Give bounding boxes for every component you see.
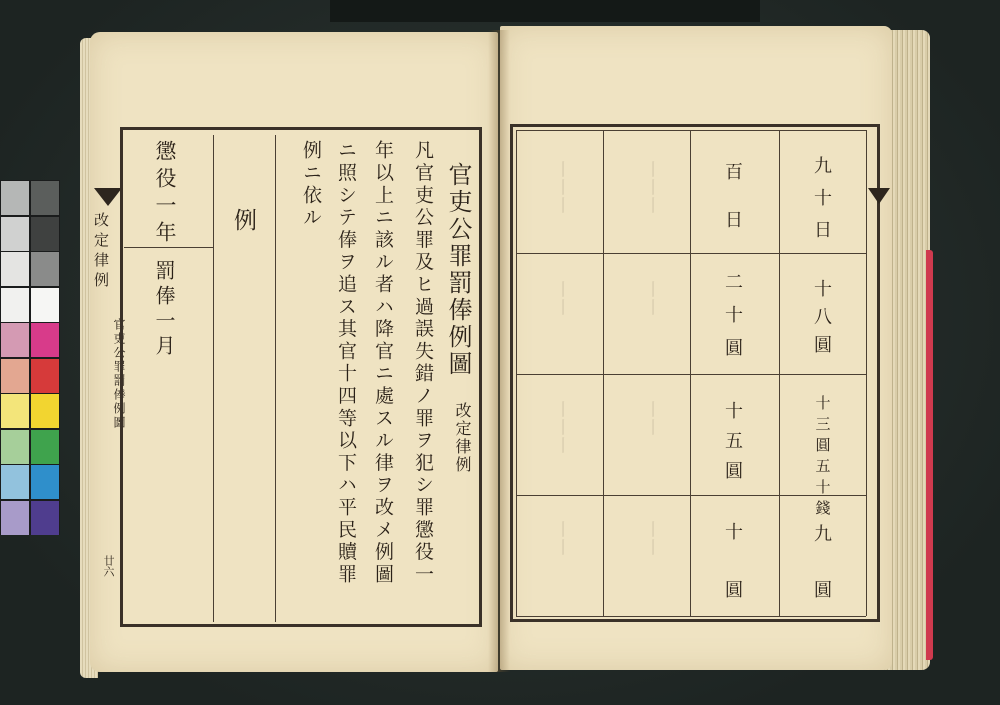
color-swatch <box>1 252 29 286</box>
grid-line <box>516 253 866 254</box>
cell-char: 圓 <box>814 335 832 356</box>
example-label: 例 <box>230 208 256 231</box>
body-line-3: ニ照シテ俸ヲ追ス其官十四等以下ハ平民贖罪 <box>335 140 357 586</box>
fishtail-ornament <box>94 188 122 206</box>
cell-char: 五 <box>815 457 831 475</box>
red-page-edge <box>926 250 933 660</box>
cell-char: 三 <box>815 415 831 433</box>
cell-char: 九 <box>814 156 832 177</box>
color-swatch <box>1 323 29 357</box>
body-line-1: 凡官吏公罪及ヒ過誤失錯ノ罪ヲ犯シ罪懲役一 <box>412 140 434 586</box>
grid-line <box>866 130 867 616</box>
margin-title: 改定律例 <box>92 212 110 292</box>
color-swatch <box>1 394 29 428</box>
cell-char: 圓 <box>815 436 831 454</box>
cell-text <box>716 268 752 360</box>
ink-bleed: 〡〡〡 <box>551 400 572 454</box>
color-swatch <box>1 430 29 464</box>
color-swatch <box>1 359 29 393</box>
cell-char: 圓 <box>814 580 832 601</box>
body-line-2: 年以上ニ該ル者ハ降官ニ處スル律ヲ改メ例圖 <box>372 140 394 586</box>
cell-char: 日 <box>814 220 832 241</box>
ink-bleed: 〡〡 <box>551 280 572 316</box>
book-gutter <box>488 30 510 672</box>
cell-char: 十 <box>815 394 831 412</box>
grid-line <box>516 374 866 375</box>
cell-text <box>805 392 841 517</box>
margin-subtitle: 官吏公罪罰俸例圖 <box>112 318 126 430</box>
color-swatch <box>1 217 29 251</box>
grid-line <box>779 130 780 616</box>
color-swatch <box>1 181 29 215</box>
cell-char: 十 <box>725 522 743 543</box>
cell-char: 十 <box>814 188 832 209</box>
cell-char: 十 <box>814 279 832 300</box>
color-swatch <box>31 181 59 215</box>
color-swatch <box>31 288 59 322</box>
ink-bleed: 〡〡 <box>551 520 572 556</box>
cell-char: 八 <box>814 307 832 328</box>
cell-char: 錢 <box>815 499 831 517</box>
cell-char: 十 <box>815 478 831 496</box>
grid-line <box>516 616 866 617</box>
color-swatch <box>31 394 59 428</box>
grid-line <box>603 130 604 616</box>
color-swatch <box>1 288 29 322</box>
ink-bleed: 〡〡〡 <box>641 160 662 214</box>
color-swatch <box>31 359 59 393</box>
color-swatch <box>31 465 59 499</box>
color-swatch <box>31 323 59 357</box>
grid-line <box>690 130 691 616</box>
cell-text <box>805 275 841 357</box>
shadow-strip <box>330 0 760 22</box>
cell-char: 日 <box>725 210 743 231</box>
color-swatch <box>31 430 59 464</box>
grid-line <box>516 130 517 616</box>
ink-bleed: 〡〡 <box>641 280 662 316</box>
cell-text <box>805 152 841 242</box>
color-swatch <box>1 465 29 499</box>
cell-char: 二 <box>725 272 743 293</box>
body-line-4: 例ニ依ル <box>300 140 322 230</box>
cell-char: 百 <box>725 162 743 183</box>
cell-text <box>805 520 841 602</box>
fishtail-ornament <box>868 188 890 204</box>
frame-divider <box>275 135 276 622</box>
cell-text <box>716 158 752 232</box>
ink-bleed: 〡〡 <box>641 400 662 436</box>
color-checker <box>0 180 60 535</box>
page-number: 廿六 <box>102 555 115 577</box>
page-title: 官吏公罪罰俸例圖 <box>444 162 472 378</box>
ink-bleed: 〡〡 <box>641 520 662 556</box>
cell-char: 圓 <box>725 580 743 601</box>
example-heading: 懲役一年 <box>153 140 177 248</box>
color-swatch <box>31 252 59 286</box>
ink-bleed: 〡〡〡 <box>551 160 572 214</box>
cell-text <box>716 397 752 483</box>
cell-char: 五 <box>725 431 743 452</box>
color-swatch <box>31 501 59 535</box>
color-swatch <box>31 217 59 251</box>
frame-divider <box>213 135 214 622</box>
title-note: 改定律例 <box>453 402 472 474</box>
color-swatch <box>1 501 29 535</box>
grid-line <box>516 130 866 131</box>
cell-char: 十 <box>725 401 743 422</box>
cell-char: 圓 <box>725 338 743 359</box>
example-result: 罰俸一月 <box>152 260 176 360</box>
cell-text <box>716 518 752 602</box>
cell-char: 十 <box>725 305 743 326</box>
grid-line <box>516 495 866 496</box>
cell-char: 九 <box>814 524 832 545</box>
cell-char: 圓 <box>725 461 743 482</box>
